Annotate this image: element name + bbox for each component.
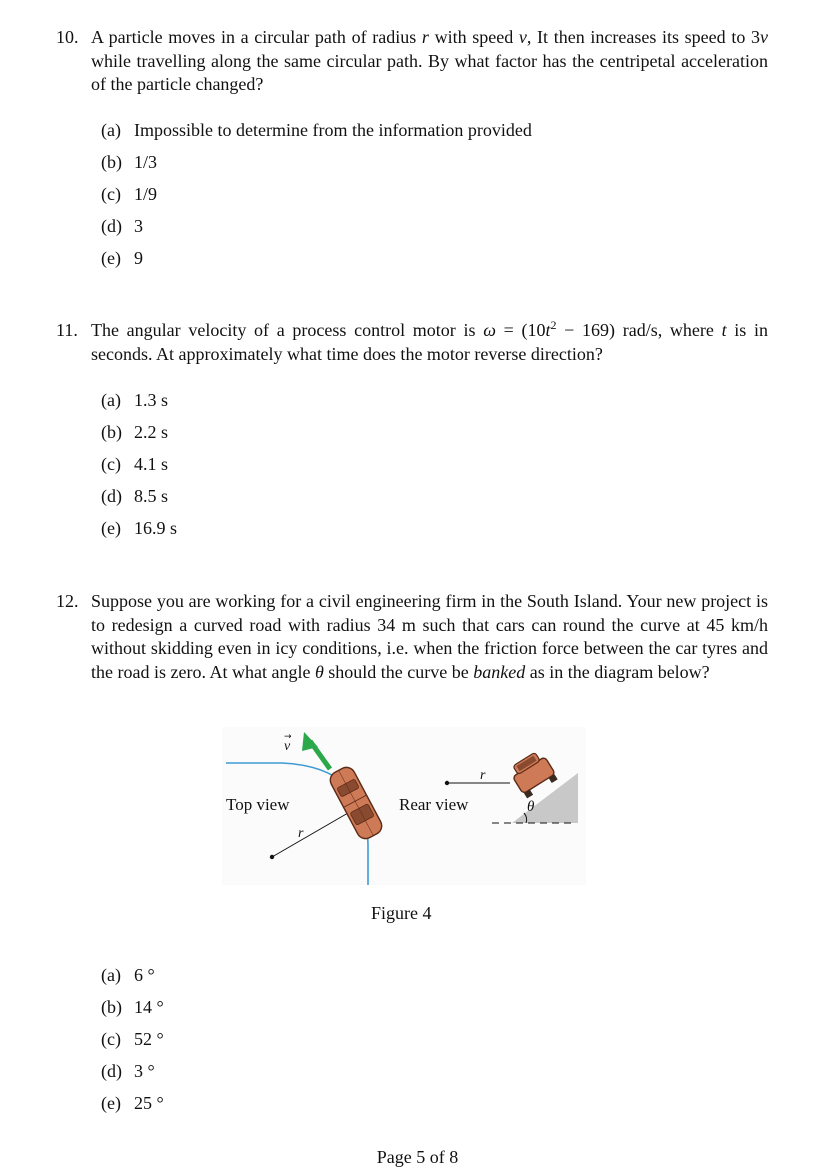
question-number: 11. (56, 320, 78, 340)
option-10b[interactable]: (b) 1/3 (101, 152, 158, 172)
question-number: 10. (56, 27, 79, 47)
question-number: 12. (56, 591, 79, 611)
question-11 (56, 319, 768, 366)
option-11b[interactable]: (b) 2.2 s (101, 422, 169, 442)
option-12a[interactable]: (a) 6 ° (101, 965, 155, 985)
option-10e[interactable]: (e) 9 (101, 248, 143, 268)
radius-label-top: r (298, 826, 304, 841)
page-footer: Page 5 of 8 (376, 1147, 459, 1167)
option-11c[interactable]: (c) 4.1 s (101, 454, 169, 474)
option-10d[interactable]: (d) 3 (101, 216, 143, 236)
option-11d[interactable]: (d) 8.5 s (101, 486, 169, 506)
banked-curve-figure (222, 727, 586, 885)
question-12 (56, 590, 768, 684)
rear-view-label: Rear view (399, 795, 469, 814)
radius-label-rear: r (480, 768, 486, 783)
figure-caption: Figure 4 (371, 903, 432, 923)
question-text: A particle moves in a circular path of radius r with speed v, It then increases its speed to 3v while travelling along the same circular path. By what factor has the centripetal acceleration of the particle changed? (91, 27, 768, 94)
velocity-symbol: v (284, 739, 291, 754)
option-12e[interactable]: (e) 25 ° (101, 1093, 164, 1113)
center-point-rear (445, 781, 449, 785)
figure-graphic (222, 727, 586, 885)
option-10c[interactable]: (c) 1/9 (101, 184, 158, 204)
question-text: Suppose you are working for a civil engineering firm in the South Island. Your new project is to redesign a curved road with radius 34 m such that cars can round the curve at 45 km/h without skidding even in icy conditions, i.e. when the friction force between the car tyres and the road is zero. At what angle θ should the curve be banked as in the diagram below? (91, 591, 768, 682)
center-point-top (270, 855, 274, 859)
option-11a[interactable]: (a) 1.3 s (101, 390, 169, 410)
option-10a[interactable]: (a) Impossible to determine from the information provided (101, 120, 532, 140)
vector-arrow-mark: → (284, 732, 292, 742)
option-12d[interactable]: (d) 3 ° (101, 1061, 155, 1081)
option-12c[interactable]: (c) 52 ° (101, 1029, 164, 1049)
question-text: The angular velocity of a process control motor is $\omega = (10t^2 - 169)$ rad/s, where t is in seconds. At approximately what time does the motor reverse direction? (91, 318, 768, 364)
option-11e[interactable]: (e) 16.9 s (101, 518, 178, 538)
option-12b[interactable]: (b) 14 ° (101, 997, 164, 1017)
question-10 (56, 26, 768, 97)
angle-label: θ (527, 799, 535, 815)
top-view-label: Top view (226, 795, 290, 814)
